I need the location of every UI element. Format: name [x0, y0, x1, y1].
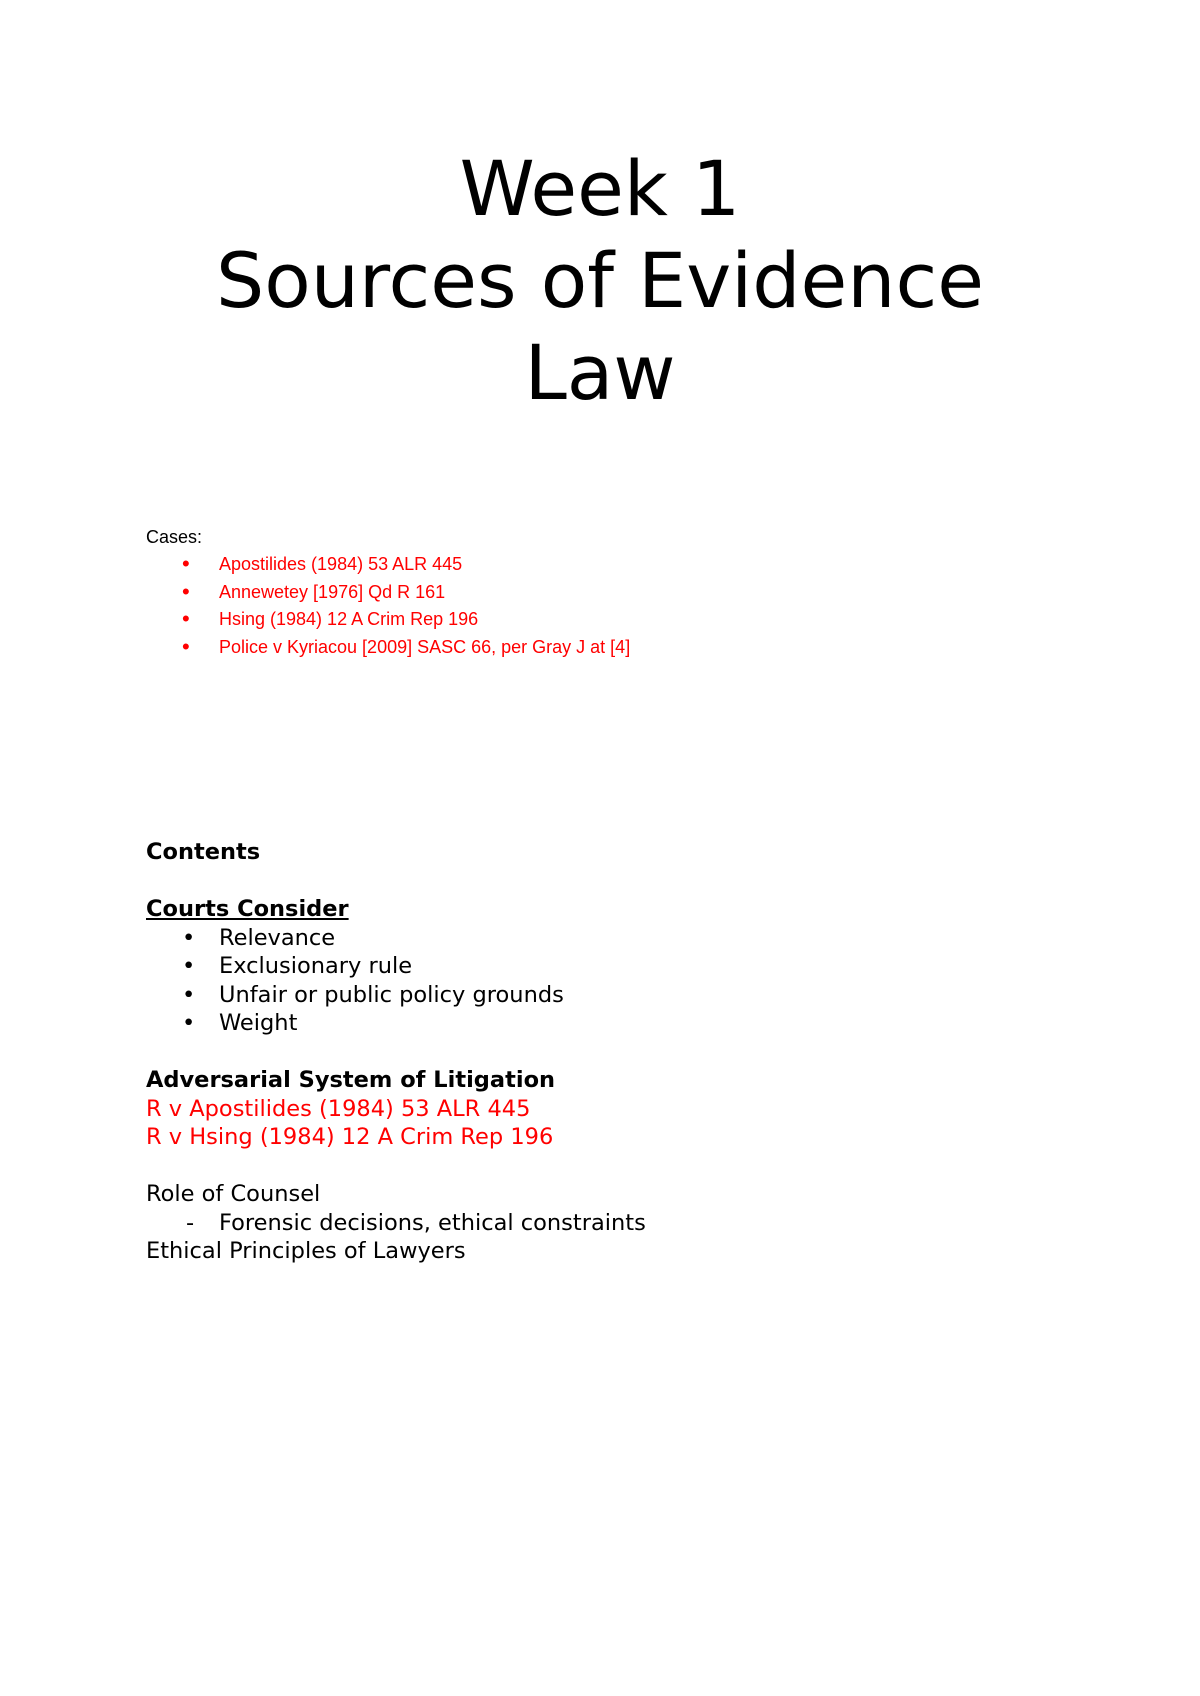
title-line-1: Week 1	[459, 144, 741, 233]
list-item	[146, 1009, 646, 1038]
spacer	[146, 1038, 646, 1067]
bullet-icon: •	[182, 981, 196, 1008]
list-item	[146, 579, 630, 607]
list-item	[146, 952, 646, 981]
ethical-principles-line: Ethical Principles of Lawyers	[146, 1238, 466, 1264]
case-citation: Apostilides (1984) 53 ALR 445	[219, 554, 463, 574]
list-item	[146, 1209, 646, 1238]
bullet-icon: •	[182, 606, 190, 631]
role-of-counsel-list	[146, 1209, 646, 1238]
list-item	[146, 551, 630, 579]
list-item-label: Relevance	[219, 924, 336, 951]
adversarial-heading: Adversarial System of Litigation	[146, 1067, 556, 1093]
title-line-2: Sources of Evidence	[215, 236, 984, 325]
dash-icon: -	[186, 1209, 195, 1236]
case-citation: Police v Kyriacou [2009] SASC 66, per Gray J at [4]	[219, 636, 631, 657]
contents-section	[146, 838, 646, 1266]
list-item	[146, 981, 646, 1010]
cases-section	[146, 523, 630, 661]
spacer	[146, 867, 646, 896]
contents-heading: Contents	[146, 839, 261, 865]
bullet-icon: •	[182, 633, 190, 659]
courts-consider-heading: Courts Consider	[146, 896, 349, 922]
list-item-label: Weight	[219, 1010, 298, 1036]
adversarial-case: R v Apostilides (1984) 53 ALR 445	[146, 1095, 531, 1122]
cases-list	[146, 551, 630, 661]
list-item	[146, 634, 630, 662]
list-item-label: Exclusionary rule	[219, 953, 413, 979]
bullet-icon: •	[182, 953, 196, 979]
courts-consider-list	[146, 924, 646, 1038]
list-item	[146, 924, 646, 953]
title-line-3: Law	[524, 328, 676, 417]
case-citation: Annewetey [1976] Qd R 161	[219, 581, 446, 602]
bullet-icon: •	[182, 924, 196, 951]
adversarial-case: R v Hsing (1984) 12 A Crim Rep 196	[146, 1124, 554, 1150]
bullet-icon: •	[182, 1010, 196, 1036]
list-item-label: Forensic decisions, ethical constraints	[219, 1209, 646, 1236]
bullet-icon: •	[182, 551, 190, 576]
case-citation: Hsing (1984) 12 A Crim Rep 196	[219, 609, 479, 629]
page-title	[0, 143, 1200, 419]
cases-label: Cases:	[146, 527, 203, 547]
role-of-counsel-heading: Role of Counsel	[146, 1181, 321, 1207]
spacer	[146, 1152, 646, 1181]
list-item	[146, 606, 630, 634]
bullet-icon: •	[182, 578, 190, 604]
list-item-label: Unfair or public policy grounds	[219, 981, 564, 1008]
